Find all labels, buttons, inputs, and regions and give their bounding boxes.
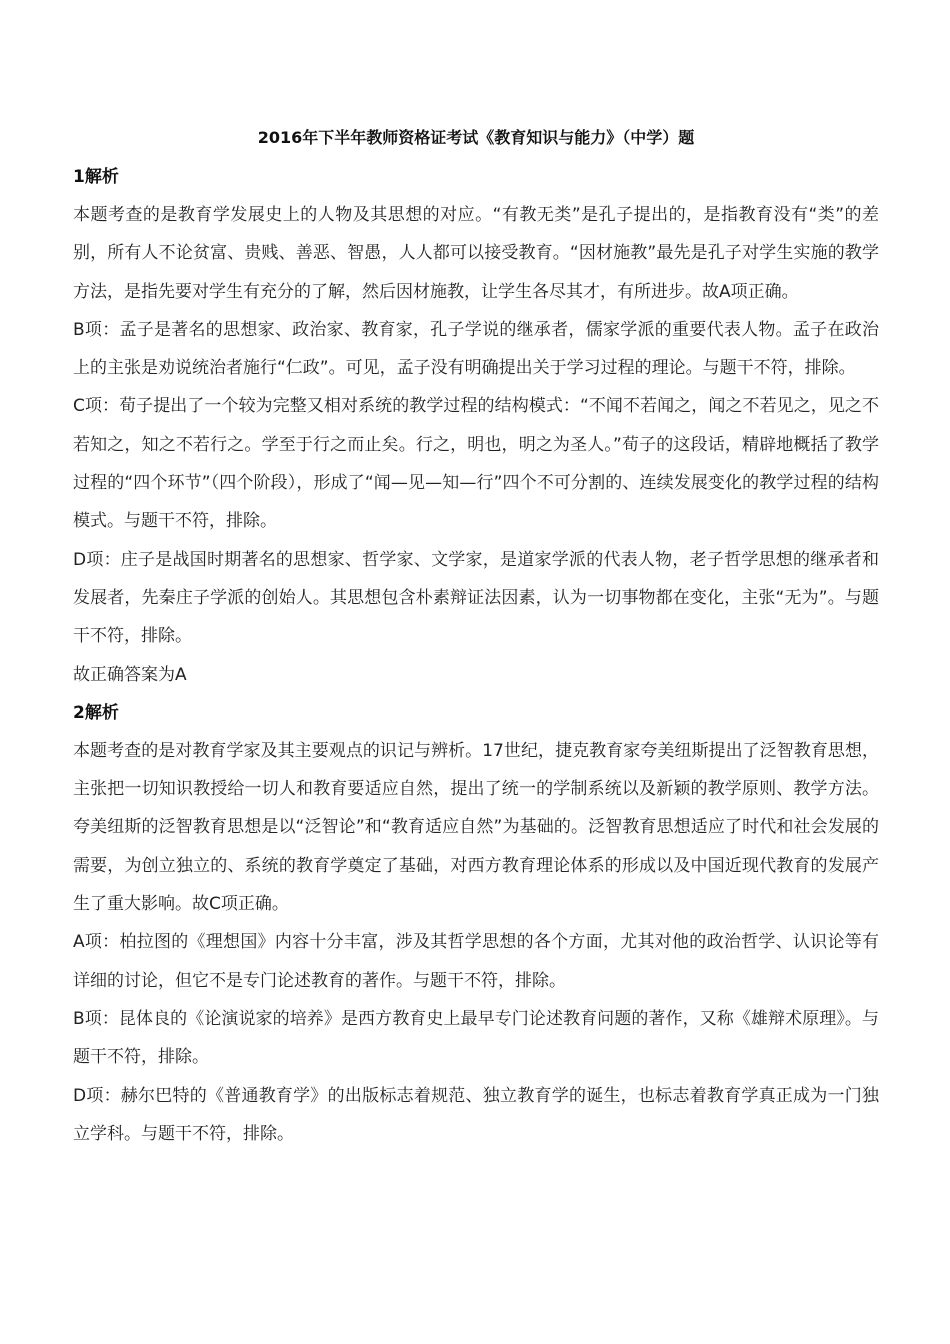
paragraph: 本题考查的是教育学发展史上的人物及其思想的对应。“有教无类”是孔子提出的，是指教育没有“类”的差别，所有人不论贫富、贵贱、善恶、智愚，人人都可以接受教育。“因材施教”最先是孔子对学生实施的教学方法，是指先要对学生有充分的了解，然后因材施教，让学生各尽其才，有所进步。故A项正确。	[73, 205, 879, 302]
paragraph: B项：孟子是著名的思想家、政治家、教育家，孔子学说的继承者，儒家学派的重要代表人物。孟子在政治上的主张是劝说统治者施行“仁政”。可见，孟子没有明确提出关于学习过程的理论。与题干不符，排除。	[73, 319, 879, 379]
paragraph: A项：柏拉图的《理想国》内容十分丰富，涉及其哲学思想的各个方面，尤其对他的政治哲学、认识论等有详细的讨论，但它不是专门论述教育的著作。与题干不符，排除。	[73, 932, 879, 991]
document-page	[73, 120, 879, 1153]
section-1	[73, 158, 879, 694]
section-2	[73, 694, 879, 1153]
paragraph: C项：荀子提出了一个较为完整又相对系统的教学过程的结构模式：“不闻不若闻之，闻之不若见之，见之不若知之，知之不若行之。学至于行之而止矣。行之，明也，明之为圣人。”荀子的这段话，精辟地概括了教学过程的“四个环节”（四个阶段），形成了“闻—见—知—行”四个不可分割的、连续发展变化的教学过程的结构模式。与题干不符，排除。	[73, 396, 879, 532]
paragraph: B项：昆体良的《论演说家的培养》是西方教育史上最早专门论述教育问题的著作，又称《雄辩术原理》。与题干不符，排除。	[73, 1008, 879, 1068]
section-heading: 1解析	[73, 167, 119, 187]
answer-line: 故正确答案为A	[73, 664, 187, 685]
paragraph: D项：庄子是战国时期著名的思想家、哲学家、文学家，是道家学派的代表人物，老子哲学思想的继承者和发展者，先秦庄子学派的创始人。其思想包含朴素辩证法因素，认为一切事物都在变化，主张“无为”。与题干不符，排除。	[73, 549, 879, 647]
document-title: 2016年下半年教师资格证考试《教育知识与能力》（中学）题	[257, 128, 695, 147]
section-heading: 2解析	[73, 702, 119, 723]
paragraph: D项：赫尔巴特的《普通教育学》的出版标志着规范、独立教育学的诞生，也标志着教育学真正成为一门独立学科。与题干不符，排除。	[73, 1085, 879, 1144]
paragraph: 本题考查的是对教育学家及其主要观点的识记与辨析。17世纪，捷克教育家夸美纽斯提出了泛智教育思想，主张把一切知识教授给一切人和教育要适应自然，提出了统一的学制系统以及新颖的教学原则、教学方法。夸美纽斯的泛智教育思想是以“泛智论”和“教育适应自然”为基础的。泛智教育思想适应了时代和社会发展的需要，为创立独立的、系统的教育学奠定了基础，对西方教育理论体系的形成以及中国近现代教育的发展产生了重大影响。故C项正确。	[73, 740, 879, 915]
